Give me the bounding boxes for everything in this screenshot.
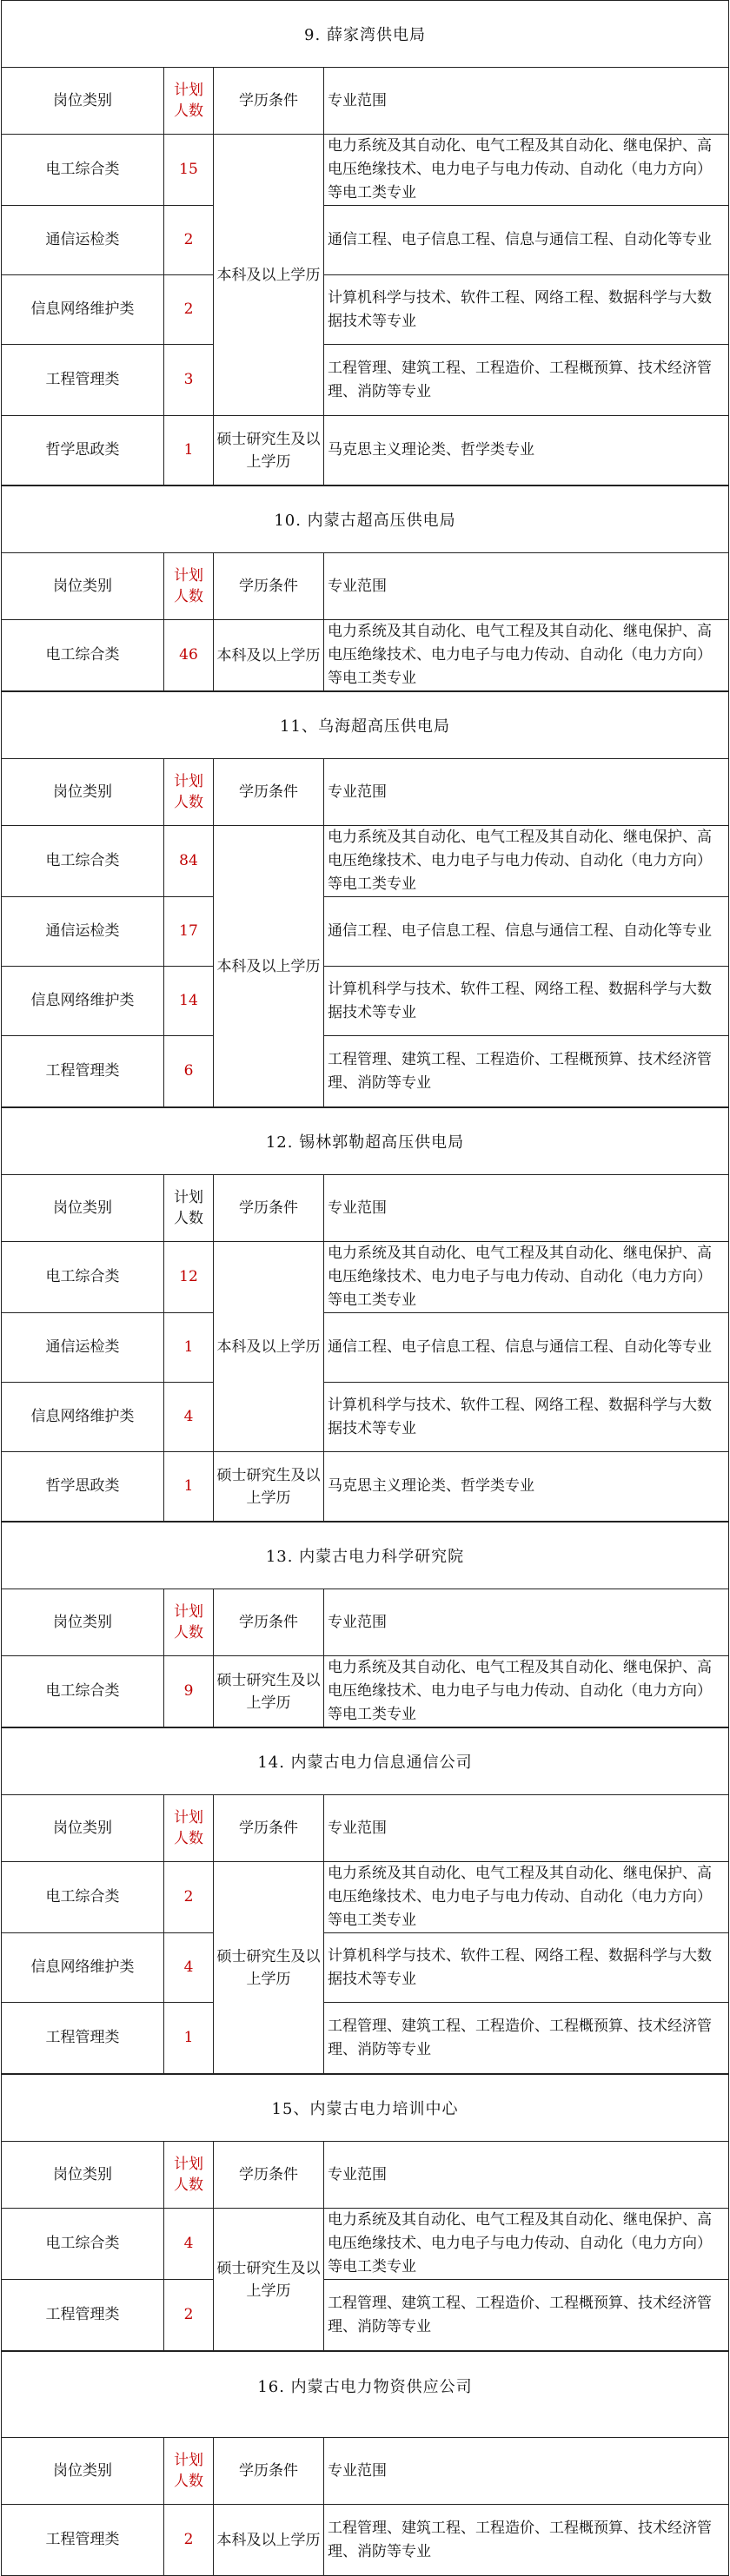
- major-cell: 电力系统及其自动化、电气工程及其自动化、继电保护、高电压绝缘技术、电力电子与电力传动、自动化（电力方向）等电工类专业: [324, 1862, 729, 1933]
- section-table: [1, 758, 729, 1107]
- major-cell: 通信工程、电子信息工程、信息与通信工程、自动化等专业: [324, 897, 729, 967]
- post-cell: 工程管理类: [2, 2003, 164, 2074]
- count-cell: 2: [164, 2505, 214, 2576]
- header-plan: 计划 人数: [164, 1795, 214, 1862]
- hidden-plan-label: [1, 0, 2, 1]
- count-cell: 1: [164, 1313, 214, 1383]
- post-cell: 电工综合类: [2, 2209, 164, 2280]
- edu-cell: 硕士研究生及以上学历: [214, 1656, 324, 1727]
- major-cell: 电力系统及其自动化、电气工程及其自动化、继电保护、高电压绝缘技术、电力电子与电力传动、自动化（电力方向）等电工类专业: [324, 1242, 729, 1313]
- post-cell: 工程管理类: [2, 2505, 164, 2576]
- post-cell: 信息网络维护类: [2, 967, 164, 1036]
- header-major: 专业范围: [324, 553, 729, 620]
- edu-cell: 硕士研究生及以上学历: [214, 2209, 324, 2351]
- major-cell: 马克思主义理论类、哲学类专业: [324, 1452, 729, 1522]
- major-cell: 电力系统及其自动化、电气工程及其自动化、继电保护、高电压绝缘技术、电力电子与电力传动、自动化（电力方向）等电工类专业: [324, 1656, 729, 1727]
- major-cell: 电力系统及其自动化、电气工程及其自动化、继电保护、高电压绝缘技术、电力电子与电力传动、自动化（电力方向）等电工类专业: [324, 135, 729, 206]
- count-cell: 4: [164, 1383, 214, 1452]
- header-edu: 学历条件: [214, 2438, 324, 2505]
- edu-cell: 硕士研究生及以上学历: [214, 1452, 324, 1522]
- count-cell: 6: [164, 1036, 214, 1107]
- post-cell: 电工综合类: [2, 1242, 164, 1313]
- header-major: 专业范围: [324, 1175, 729, 1242]
- header-post: 岗位类别: [2, 68, 164, 135]
- count-cell: 12: [164, 1242, 214, 1313]
- major-cell: 工程管理、建筑工程、工程造价、工程概预算、技术经济管理、消防等专业: [324, 2003, 729, 2074]
- header-edu: 学历条件: [214, 759, 324, 826]
- section-title: 14. 内蒙古电力信息通信公司: [1, 1727, 729, 1794]
- count-cell: 14: [164, 967, 214, 1036]
- section-table: [1, 2437, 729, 2576]
- header-post: 岗位类别: [2, 2438, 164, 2505]
- post-cell: 电工综合类: [2, 826, 164, 897]
- major-cell: 马克思主义理论类、哲学类专业: [324, 416, 729, 485]
- major-cell: 通信工程、电子信息工程、信息与通信工程、自动化等专业: [324, 206, 729, 275]
- major-cell: 工程管理、建筑工程、工程造价、工程概预算、技术经济管理、消防等专业: [324, 345, 729, 416]
- count-cell: 46: [164, 620, 214, 691]
- post-cell: 工程管理类: [2, 1036, 164, 1107]
- count-cell: 4: [164, 1933, 214, 2003]
- header-post: 岗位类别: [2, 1795, 164, 1862]
- section-table: [1, 1174, 729, 1522]
- section-title: 12. 锡林郭勒超高压供电局: [1, 1107, 729, 1174]
- header-edu: 学历条件: [214, 1589, 324, 1656]
- header-plan: 计划 人数: [164, 68, 214, 135]
- header-post: 岗位类别: [2, 553, 164, 620]
- count-cell: 9: [164, 1656, 214, 1727]
- count-cell: 84: [164, 826, 214, 897]
- major-cell: 计算机科学与技术、软件工程、网络工程、数据科学与大数据技术等专业: [324, 967, 729, 1036]
- post-cell: 哲学思政类: [2, 1452, 164, 1522]
- section-table: [1, 2141, 729, 2351]
- header-major: 专业范围: [324, 2142, 729, 2209]
- header-edu: 学历条件: [214, 2142, 324, 2209]
- count-cell: 2: [164, 2280, 214, 2351]
- header-post: 岗位类别: [2, 1175, 164, 1242]
- section-title: 10. 内蒙古超高压供电局: [1, 485, 729, 552]
- post-cell: 电工综合类: [2, 1862, 164, 1933]
- major-cell: 计算机科学与技术、软件工程、网络工程、数据科学与大数据技术等专业: [324, 1933, 729, 2003]
- major-cell: 电力系统及其自动化、电气工程及其自动化、继电保护、高电压绝缘技术、电力电子与电力传动、自动化（电力方向）等电工类专业: [324, 2209, 729, 2280]
- header-plan: 计划 人数: [164, 2142, 214, 2209]
- header-plan: 计划 人数: [164, 759, 214, 826]
- edu-cell: 硕士研究生及以上学历: [214, 416, 324, 485]
- section-title: 9. 薛家湾供电局: [1, 0, 729, 67]
- post-cell: 电工综合类: [2, 1656, 164, 1727]
- header-plan: 计划 人数: [164, 1175, 214, 1242]
- header-edu: 学历条件: [214, 68, 324, 135]
- edu-cell: 硕士研究生及以上学历: [214, 1862, 324, 2074]
- count-cell: 2: [164, 1862, 214, 1933]
- section-title: 13. 内蒙古电力科学研究院: [1, 1522, 729, 1589]
- edu-cell: 本科及以上学历: [214, 1242, 324, 1452]
- header-post: 岗位类别: [2, 759, 164, 826]
- header-edu: 学历条件: [214, 553, 324, 620]
- section-table: [1, 67, 729, 485]
- post-cell: 信息网络维护类: [2, 1933, 164, 2003]
- header-major: 专业范围: [324, 759, 729, 826]
- count-cell: 4: [164, 2209, 214, 2280]
- post-cell: 通信运检类: [2, 1313, 164, 1383]
- post-cell: 电工综合类: [2, 620, 164, 691]
- major-cell: 工程管理、建筑工程、工程造价、工程概预算、技术经济管理、消防等专业: [324, 2280, 729, 2351]
- edu-cell: 本科及以上学历: [214, 135, 324, 416]
- major-cell: 计算机科学与技术、软件工程、网络工程、数据科学与大数据技术等专业: [324, 1383, 729, 1452]
- count-cell: 1: [164, 1452, 214, 1522]
- post-cell: 信息网络维护类: [2, 1383, 164, 1452]
- section-title: 15、内蒙古电力培训中心: [1, 2074, 729, 2141]
- post-cell: 工程管理类: [2, 345, 164, 416]
- recruitment-sheet: [1, 0, 729, 2576]
- edu-cell: 本科及以上学历: [214, 826, 324, 1107]
- header-post: 岗位类别: [2, 2142, 164, 2209]
- count-cell: 2: [164, 275, 214, 345]
- count-cell: 3: [164, 345, 214, 416]
- section-title: 16. 内蒙古电力物资供应公司: [1, 2351, 729, 2437]
- header-major: 专业范围: [324, 1589, 729, 1656]
- major-cell: 工程管理、建筑工程、工程造价、工程概预算、技术经济管理、消防等专业: [324, 2505, 729, 2576]
- major-cell: 通信工程、电子信息工程、信息与通信工程、自动化等专业: [324, 1313, 729, 1383]
- count-cell: 1: [164, 416, 214, 485]
- count-cell: 17: [164, 897, 214, 967]
- section-table: [1, 1589, 729, 1727]
- section-table: [1, 1794, 729, 2074]
- count-cell: 2: [164, 206, 214, 275]
- major-cell: 电力系统及其自动化、电气工程及其自动化、继电保护、高电压绝缘技术、电力电子与电力传动、自动化（电力方向）等电工类专业: [324, 620, 729, 691]
- header-major: 专业范围: [324, 2438, 729, 2505]
- post-cell: 通信运检类: [2, 206, 164, 275]
- header-edu: 学历条件: [214, 1175, 324, 1242]
- header-plan: 计划 人数: [164, 2438, 214, 2505]
- count-cell: 1: [164, 2003, 214, 2074]
- post-cell: 工程管理类: [2, 2280, 164, 2351]
- major-cell: 电力系统及其自动化、电气工程及其自动化、继电保护、高电压绝缘技术、电力电子与电力传动、自动化（电力方向）等电工类专业: [324, 826, 729, 897]
- post-cell: 电工综合类: [2, 135, 164, 206]
- header-plan: 计划 人数: [164, 553, 214, 620]
- edu-cell: 本科及以上学历: [214, 2505, 324, 2576]
- post-cell: 通信运检类: [2, 897, 164, 967]
- edu-cell: 本科及以上学历: [214, 620, 324, 691]
- header-edu: 学历条件: [214, 1795, 324, 1862]
- header-plan: 计划 人数: [164, 1589, 214, 1656]
- post-cell: 哲学思政类: [2, 416, 164, 485]
- post-cell: 信息网络维护类: [2, 275, 164, 345]
- section-table: [1, 552, 729, 691]
- header-major: 专业范围: [324, 68, 729, 135]
- count-cell: 15: [164, 135, 214, 206]
- section-title: 11、乌海超高压供电局: [1, 691, 729, 758]
- major-cell: 计算机科学与技术、软件工程、网络工程、数据科学与大数据技术等专业: [324, 275, 729, 345]
- header-post: 岗位类别: [2, 1589, 164, 1656]
- header-major: 专业范围: [324, 1795, 729, 1862]
- major-cell: 工程管理、建筑工程、工程造价、工程概预算、技术经济管理、消防等专业: [324, 1036, 729, 1107]
